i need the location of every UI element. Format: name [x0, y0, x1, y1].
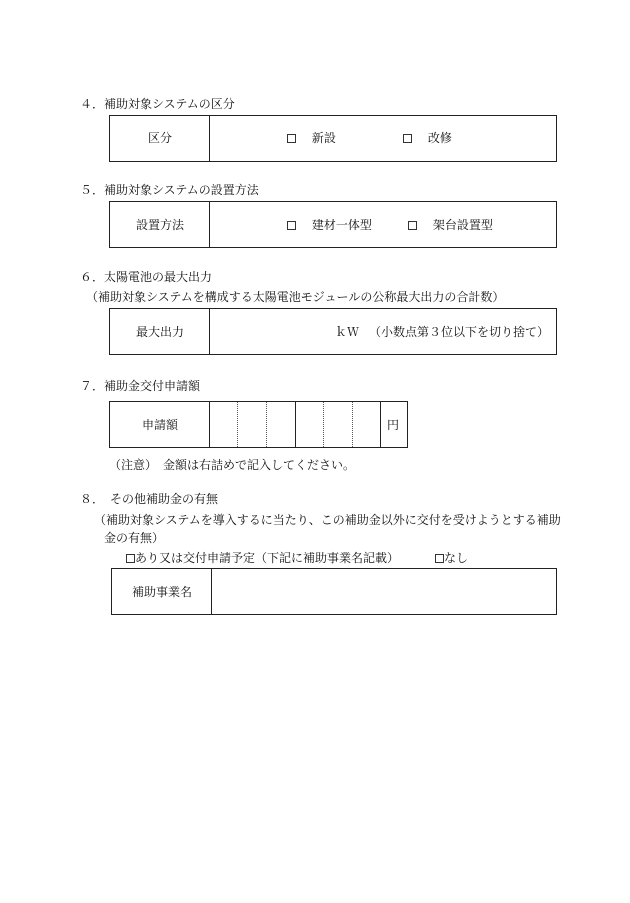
- amount-digit-2[interactable]: [238, 402, 266, 447]
- amount-digit-1[interactable]: [210, 402, 237, 447]
- section-5-table: [109, 201, 557, 248]
- section-7-label: 申請額: [142, 418, 179, 432]
- section-6-heading: ６．太陽電池の最大出力: [80, 270, 213, 284]
- section-6-note: （補助対象システムを構成する太陽電池モジュールの公称最大出力の合計数）: [86, 290, 505, 304]
- section-4-heading: ４．補助対象システムの区分: [80, 97, 235, 111]
- option-renovation-label: 改修: [427, 131, 452, 145]
- max-output-unit-note: （小数点第３位以下を切り捨て）: [369, 325, 550, 339]
- section-8-note-line1: （補助対象システムを導入するに当たり、この補助金以外に交付を受けようとする補助: [94, 513, 561, 527]
- option-renovation[interactable]: [403, 131, 452, 145]
- section-8-note-line2: 金の有無）: [104, 531, 165, 545]
- section-6-table: [109, 308, 557, 355]
- checkbox-other-subsidy-yes[interactable]: [126, 554, 135, 563]
- digit-divider: [380, 402, 381, 447]
- option-new-install[interactable]: [287, 131, 336, 145]
- checkbox-integrated[interactable]: [287, 221, 296, 230]
- divider: [209, 116, 210, 161]
- amount-digit-4[interactable]: [296, 402, 323, 447]
- section-5-label: 設置方法: [136, 218, 185, 232]
- section-5-heading: ５．補助対象システムの設置方法: [80, 183, 259, 197]
- option-other-subsidy-no[interactable]: [435, 551, 468, 565]
- option-new-install-label: 新設: [311, 131, 336, 145]
- section-4-table: [109, 115, 557, 162]
- option-other-subsidy-yes[interactable]: [126, 551, 399, 565]
- option-other-subsidy-no-label: なし: [444, 551, 469, 565]
- option-other-subsidy-yes-label: あり又は交付申請予定（下記に補助事業名記載）: [135, 551, 400, 565]
- currency-unit: 円: [387, 418, 400, 432]
- amount-digit-3[interactable]: [267, 402, 295, 447]
- max-output-unit: ｋＷ: [335, 325, 360, 339]
- subsidy-project-name-field[interactable]: [212, 569, 556, 614]
- section-7-caution: （注意） 金額は右詰めで記入してください。: [109, 458, 356, 472]
- amount-digit-5[interactable]: [324, 402, 352, 447]
- section-8-heading: ８． その他補助金の有無: [80, 492, 219, 506]
- checkbox-mounted[interactable]: [408, 221, 417, 230]
- section-6-label: 最大出力: [136, 325, 185, 339]
- section-8-table: [111, 568, 557, 615]
- divider: [209, 309, 210, 354]
- section-7-heading: ７．補助金交付申請額: [80, 379, 201, 393]
- amount-digit-6[interactable]: [353, 402, 380, 447]
- section-7-table: [109, 401, 408, 448]
- section-4-label: 区分: [148, 131, 173, 145]
- checkbox-new-install[interactable]: [287, 134, 296, 143]
- checkbox-renovation[interactable]: [403, 134, 412, 143]
- checkbox-other-subsidy-no[interactable]: [435, 554, 444, 563]
- option-integrated-label: 建材一体型: [311, 218, 372, 232]
- section-8-label: 補助事業名: [132, 585, 193, 599]
- option-integrated[interactable]: [287, 218, 372, 232]
- option-mounted-label: 架台設置型: [432, 218, 493, 232]
- divider: [209, 202, 210, 247]
- option-mounted[interactable]: [408, 218, 493, 232]
